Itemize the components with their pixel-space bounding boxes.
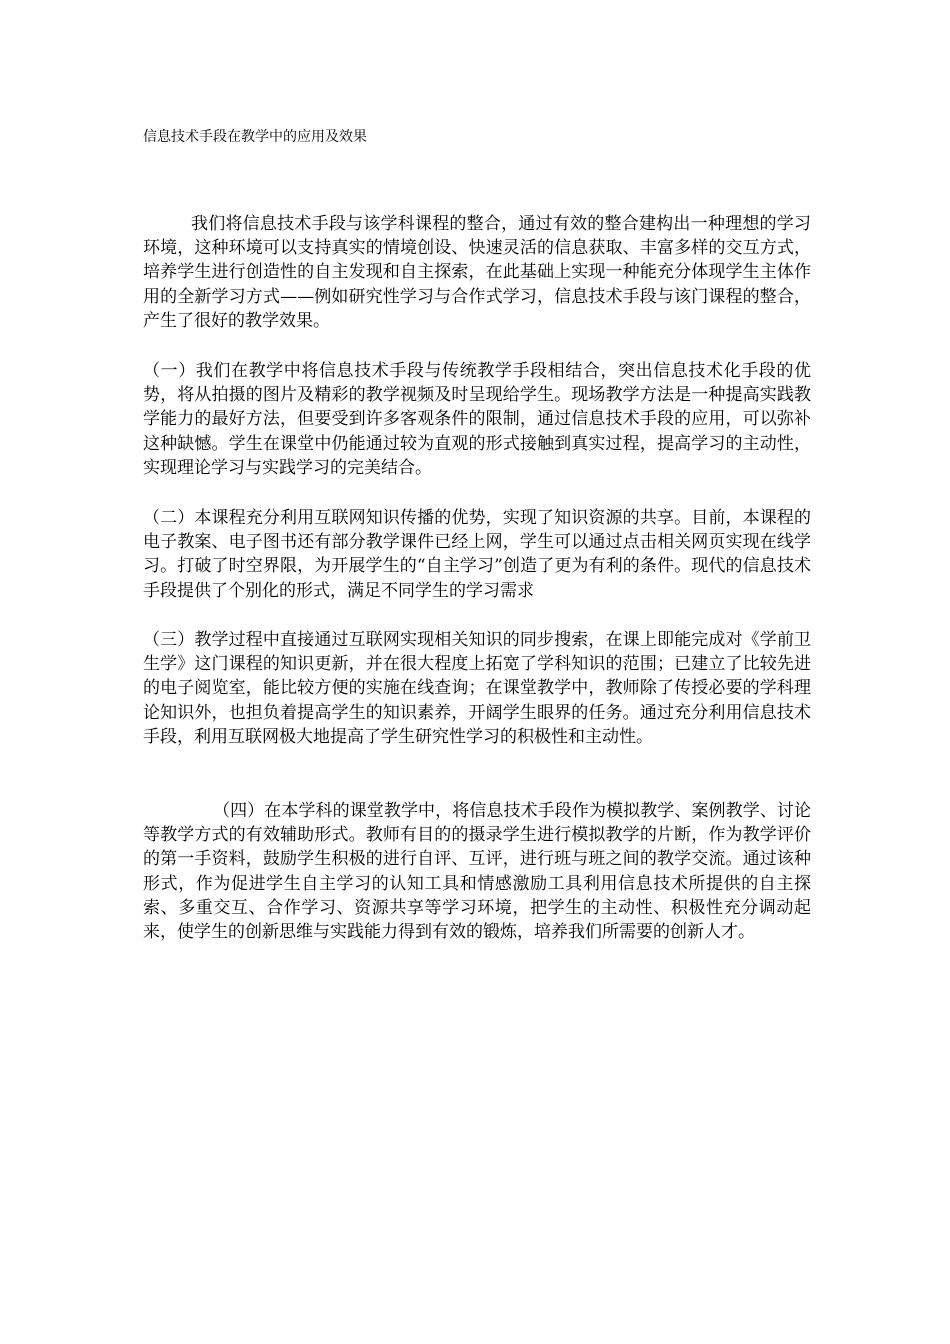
paragraph-section-2: （二）本课程充分利用互联网知识传播的优势，实现了知识资源的共享。目前，本课程的电子教案、电子图书还有部分教学课件已经上网，学生可以通过点击相关网页实现在线学习。打破了时空界限，为开展学生的“自主学习”创造了更为有利的条件。现代的信息技术手段提供了个别化的形式，满足不同学生的学习需求	[143, 508, 811, 601]
paragraph-section-3: （三）教学过程中直接通过互联网实现相关知识的同步搜索，在课上即能完成对《学前卫生学》这门课程的知识更新，并在很大程度上拓宽了学科知识的范围；已建立了比较先进的电子阅览室，能比较方便的实施在线查询；在课堂教学中，教师除了传授必要的学科理论知识外，也担负着提高学生的知识素养，开阔学生眼界的任务。通过充分利用信息技术手段，利用互联网极大地提高了学生研究性学习的积极性和主动性。	[143, 630, 811, 747]
paragraph-intro: 我们将信息技术手段与该学科课程的整合，通过有效的整合建构出一种理想的学习环境，这种环境可以支持真实的情境创设、快速灵活的信息获取、丰富多样的交互方式，培养学生进行创造性的自主发现和自主探索，在此基础上实现一种能充分体现学生主体作用的全新学习方式——例如研究性学习与合作式学习，信息技术手段与该门课程的整合，产生了很好的教学效果。	[143, 214, 811, 331]
paragraph-section-4: （四）在本学科的课堂教学中，将信息技术手段作为模拟教学、案例教学、讨论等教学方式的有效辅助形式。教师有目的的摄录学生进行模拟教学的片断，作为教学评价的第一手资料，鼓励学生积极的进行自评、互评，进行班与班之间的教学交流。通过该种形式，作为促进学生自主学习的认知工具和情感激励工具利用信息技术所提供的自主探索、多重交互、合作学习、资源共享等学习环境，把学生的主动性、积极性充分调动起来，使学生的创新思维与实践能力得到有效的锻炼，培养我们所需要的创新人才。	[143, 801, 811, 943]
paragraph-section-1: （一）我们在教学中将信息技术手段与传统教学手段相结合，突出信息技术化手段的优势，将从拍摄的图片及精彩的教学视频及时呈现给学生。现场教学方法是一种提高实践教学能力的最好方法，但要受到许多客观条件的限制，通过信息技术手段的应用，可以弥补这种缺憾。学生在课堂中仍能通过较为直观的形式接触到真实过程，提高学习的主动性，实现理论学习与实践学习的完美结合。	[143, 361, 811, 478]
document-title: 信息技术手段在教学中的应用及效果	[143, 129, 367, 145]
